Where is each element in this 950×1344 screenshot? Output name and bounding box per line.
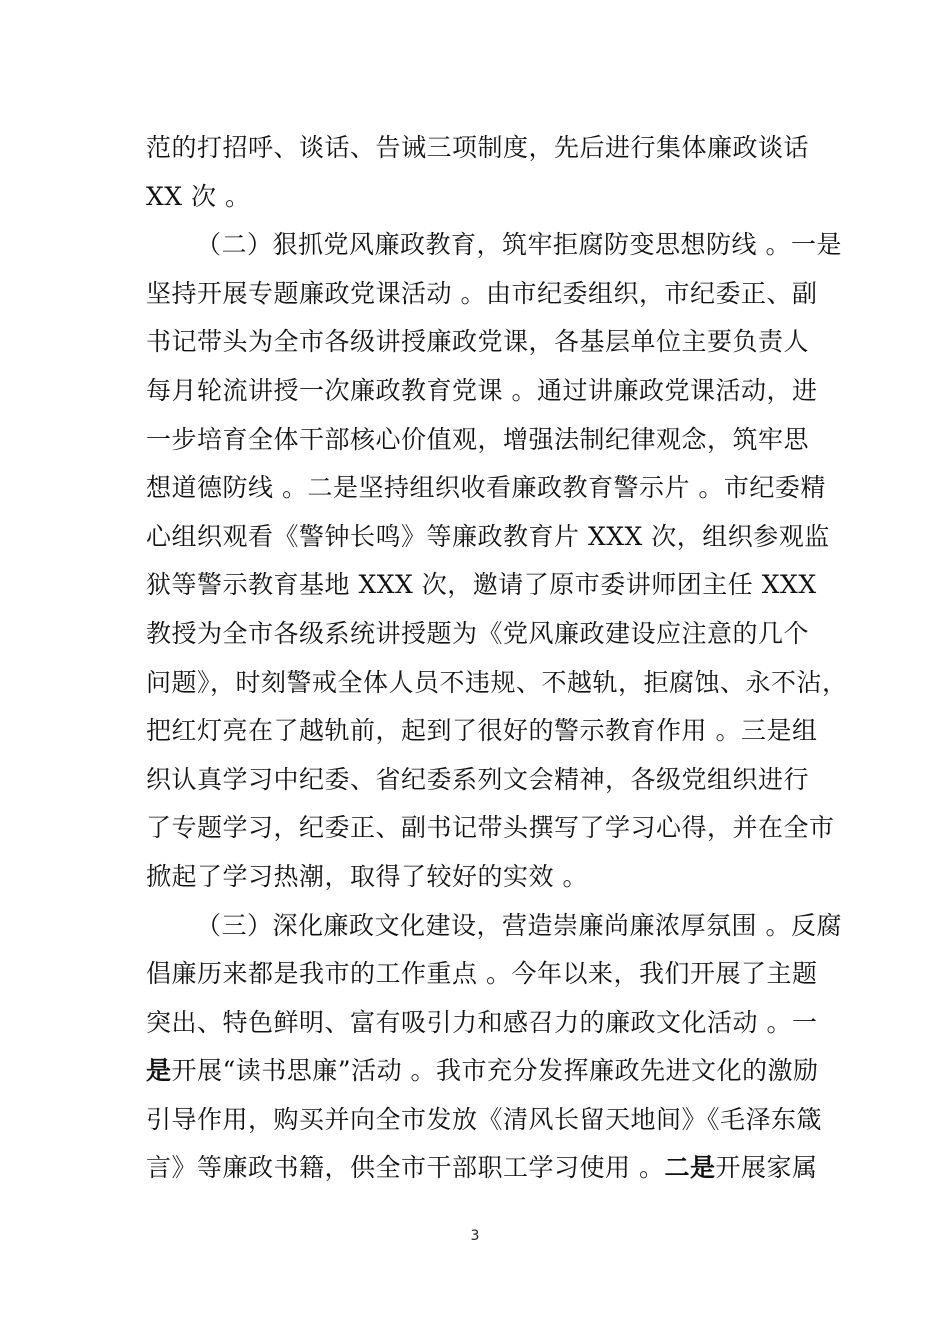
text-line: 把红灯亮在了越轨前，起到了很好的警示教育作用 。三是组	[146, 716, 818, 746]
text-line: 倡廉历来都是我市的工作重点 。今年以来，我们开展了主题	[146, 959, 818, 989]
text-line: 范的打招呼、谈话、告诫三项制度，先后进行集体廉政谈话	[146, 133, 810, 162]
text-line-mixed	[146, 1047, 819, 1096]
bold-fragment: 二是	[664, 1153, 716, 1183]
text-line: 掀起了学习热潮，取得了较好的实效 。	[146, 861, 588, 891]
text-line: 狱等警示教育基地 XXX 次，邀请了原市委讲师团主任 XXX	[146, 570, 817, 600]
bold-fragment: 是	[146, 1056, 172, 1086]
text-fragment: 开展家属	[715, 1153, 818, 1183]
text-line: 想道德防线 。二是坚持组织收看廉政教育警示片 。市纪委精	[146, 473, 826, 503]
text-fragment: 开展“读书思廉”活动 。我市充分发挥廉政先进文化的激励	[171, 1056, 819, 1086]
text-line: 坚持开展专题廉政党课活动 。由市纪委组织，市纪委正、副	[146, 278, 818, 308]
text-line: 引导作用，购买并向全市发放《清风长留天地间》《毛泽东箴	[146, 1104, 823, 1134]
text-fragment: 言》等廉政书籍，供全市干部职工学习使用 。	[146, 1153, 665, 1183]
section-heading-line: （三）深化廉政文化建设，营造崇廉尚廉浓厚氛围 。反腐	[196, 910, 842, 940]
text-line: XX 次 。	[146, 181, 251, 211]
text-line: 织认真学习中纪委、省纪委系列文会精神，各级党组织进行	[146, 764, 810, 794]
text-line: 书记带头为全市各级讲授廉政党课，各基层单位主要负责人	[146, 327, 810, 357]
section-heading-line: （二）狠抓党风廉政教育，筑牢拒腐防变思想防线 。一是	[196, 230, 842, 260]
text-line: 了专题学习，纪委正、副书记带头撰写了学习心得，并在全市	[146, 813, 835, 843]
text-line-mixed	[146, 1144, 818, 1193]
body-text	[146, 124, 848, 1193]
text-line: 一步培育全体干部核心价值观，增强法制纪律观念，筑牢思	[146, 424, 810, 454]
text-line: 突出、特色鲜明、富有吸引力和感召力的廉政文化活动 。一	[146, 1007, 818, 1037]
page-number: 3	[470, 1228, 480, 1244]
text-line: 心组织观看《警钟长鸣》等廉政教育片 XXX 次，组织参观监	[146, 521, 830, 551]
text-line: 问题》，时刻警戒全体人员不违规、不越轨，拒腐蚀、永不沾，	[146, 667, 848, 697]
text-line: 每月轮流讲授一次廉政教育党课 。通过讲廉政党课活动，进	[146, 375, 818, 405]
text-line: 教授为全市各级系统讲授题为《党风廉政建设应注意的几个	[146, 618, 810, 648]
